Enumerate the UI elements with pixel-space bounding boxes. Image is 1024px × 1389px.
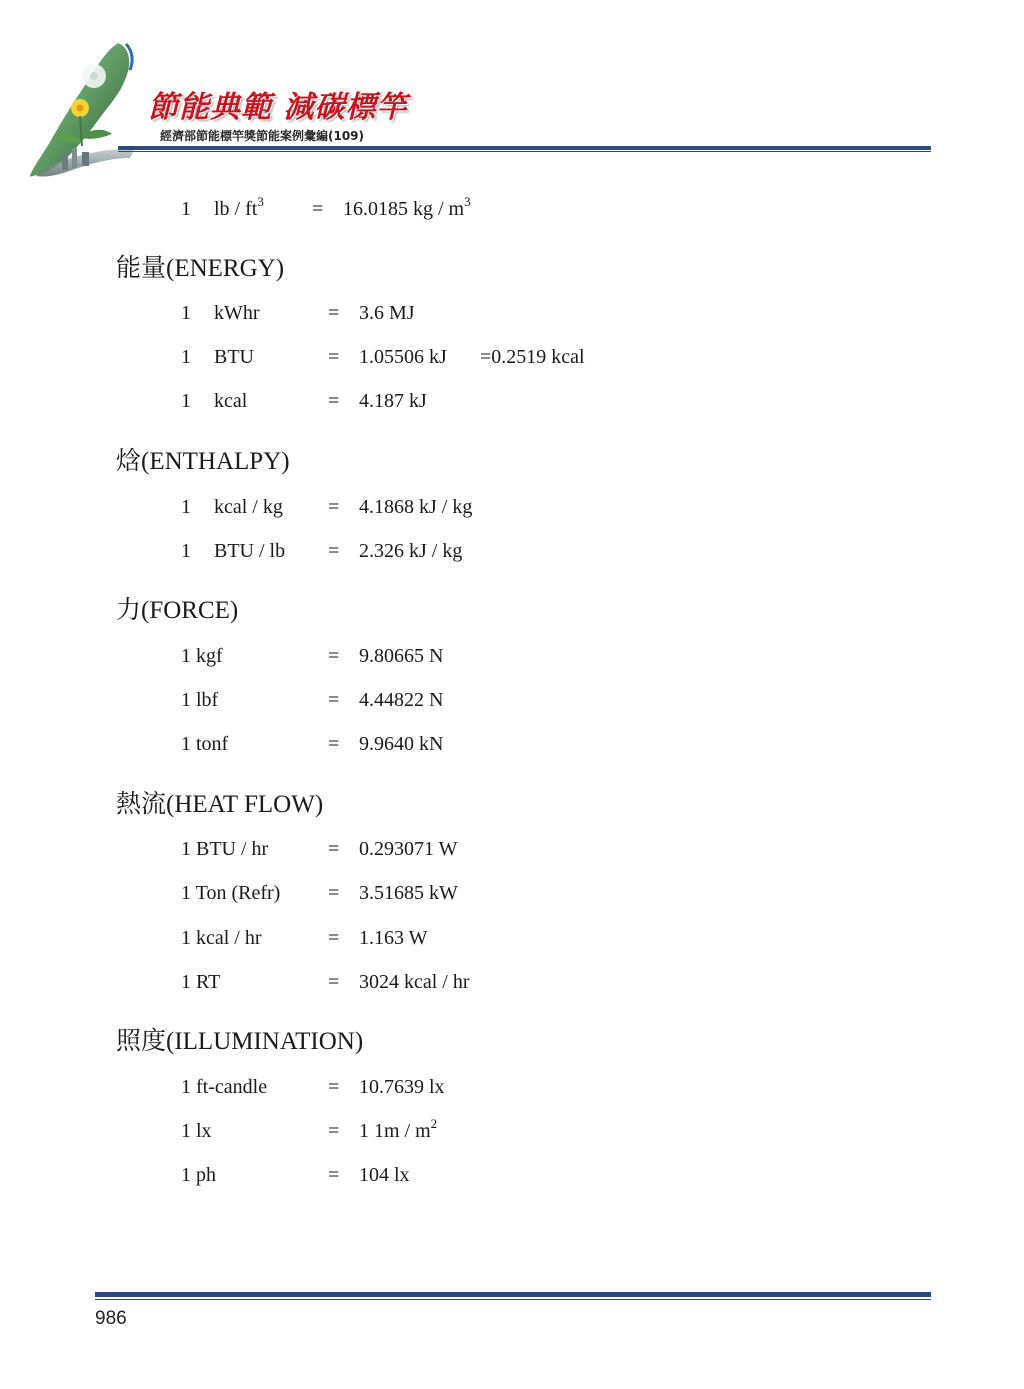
- conversion-row: 1 Ton (Refr) = 3.51685 kW: [181, 882, 458, 904]
- header-rule: [118, 146, 931, 150]
- footer-rule-thin: [95, 1299, 931, 1300]
- taiwan-dandelion-logo-icon: [22, 36, 152, 186]
- row-extra-value: =0.2519 kcal: [480, 346, 585, 368]
- row-quantity: 1: [181, 198, 191, 220]
- section-heading-force: 力(FORCE): [116, 597, 239, 624]
- conversion-row: 1 kcal = 4.187 kJ: [181, 390, 427, 412]
- footer-rule: [95, 1292, 931, 1297]
- conversion-row: 1 BTU / lb = 2.326 kJ / kg: [181, 540, 463, 562]
- header-title: 節能典範 減碳標竿: [148, 90, 408, 125]
- conversion-row: 1 BTU = 1.05506 kJ =0.2519 kcal: [181, 346, 585, 368]
- conversion-row: 1 BTU / hr = 0.293071 W: [181, 838, 458, 860]
- conversion-row: 1 kWhr = 3.6 MJ: [181, 302, 415, 324]
- section-heading-energy: 能量(ENERGY): [116, 255, 285, 282]
- row-unit: lb / $ft^3$: [214, 194, 264, 220]
- row-value: 1 $1m / m^2$: [359, 1116, 438, 1142]
- section-heading-illumination: 照度(ILLUMINATION): [116, 1028, 364, 1055]
- row-equals: =: [312, 198, 324, 220]
- conversion-row: 1 kcal / kg = 4.1868 kJ / kg: [181, 496, 473, 518]
- conversion-row-density: [0, 196, 700, 222]
- conversion-row: 1 kcal / hr = 1.163 W: [181, 927, 428, 949]
- page-header: [0, 0, 1024, 190]
- section-heading-heat-flow: 熱流(HEAT FLOW): [116, 791, 324, 818]
- row-value: 16.0185 kg / $m^3$: [343, 194, 471, 220]
- conversion-row: 1 ph = 104 lx: [181, 1164, 410, 1186]
- section-heading-enthalpy: 焓(ENTHALPY): [116, 448, 290, 475]
- conversion-row: 1 tonf = 9.9640 kN: [181, 733, 444, 755]
- page-number: 986: [95, 1308, 127, 1329]
- conversion-row: 1 RT = 3024 kcal / hr: [181, 971, 470, 993]
- header-rule-thin: [118, 151, 931, 152]
- conversion-row: 1 lbf = 4.44822 N: [181, 689, 444, 711]
- header-subtitle: 經濟部節能標竿獎節能案例彙編(109): [160, 129, 365, 143]
- conversion-row: 1 ft-candle = 10.7639 lx: [181, 1076, 445, 1098]
- conversion-row: 1 kgf = 9.80665 N: [181, 645, 444, 667]
- conversion-row: 1 lx = 1 $1m / m^2$: [181, 1116, 438, 1142]
